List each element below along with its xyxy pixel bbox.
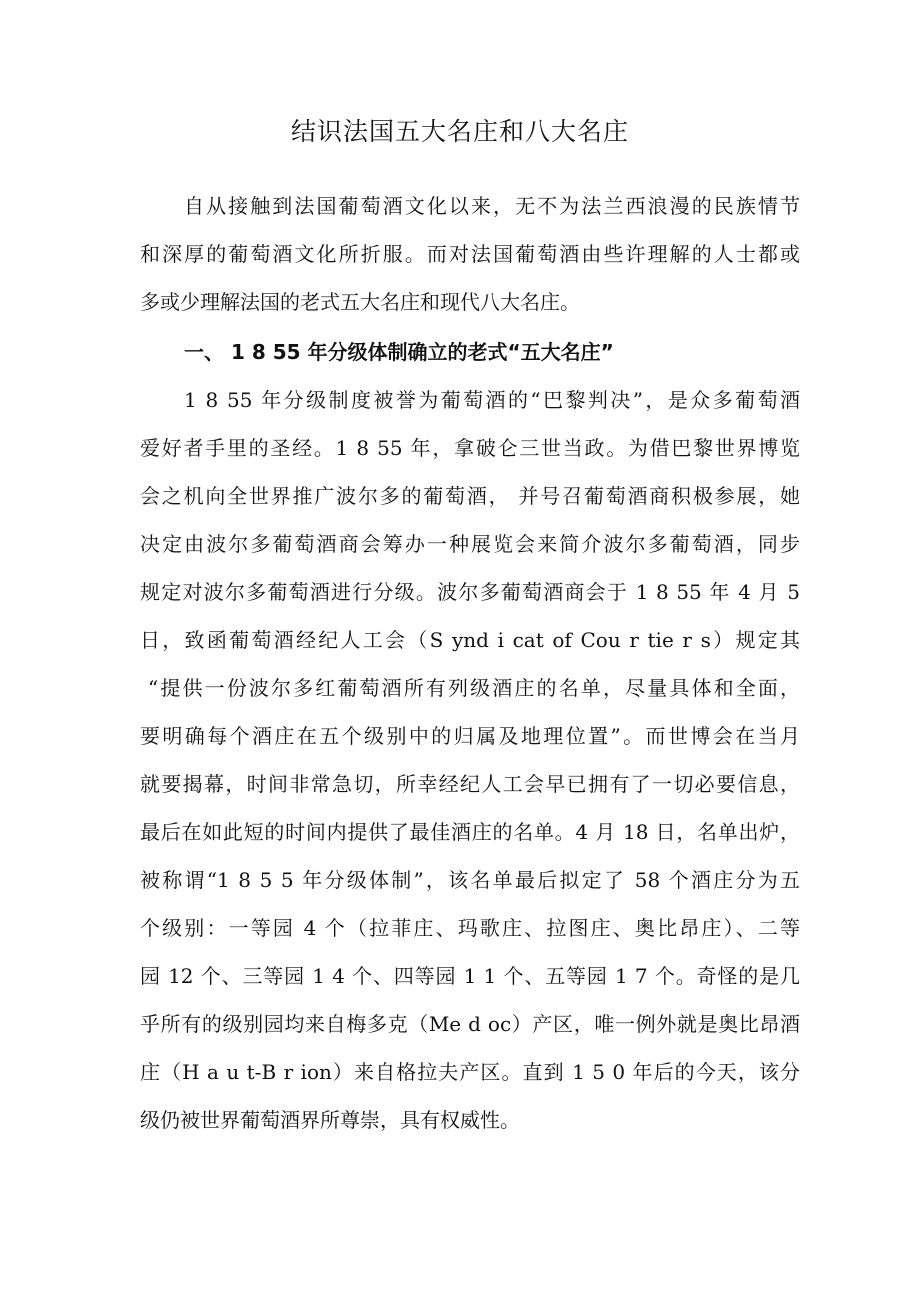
section-heading: 一、 1 8 55 年分级体制确立的老式“五大名庄”	[184, 340, 614, 364]
body-line-7: “提供一份波尔多红葡萄酒所有列级酒庄的名单，尽量具体和全面，	[148, 676, 800, 700]
body-line-2: 爱好者手里的圣经。1 8 55 年，拿破仑三世当政。为借巴黎世界博览	[140, 436, 800, 460]
body-line-9: 就要揭幕，时间非常急切，所幸经纪人工会早已拥有了一切必要信息，	[140, 772, 800, 796]
body-line-1: 1 8 55 年分级制度被誉为葡萄酒的“巴黎判决”，是众多葡萄酒	[184, 388, 800, 412]
body-line-11: 被称谓“1 8 5 5 年分级体制”，该名单最后拟定了 58 个酒庄分为五	[140, 868, 800, 892]
body-line-3: 会之机向全世界推广波尔多的葡萄酒， 并号召葡萄酒商积极参展，她	[140, 484, 800, 508]
intro-line-3: 多或少理解法国的老式五大名庄和现代八大名庄。	[140, 290, 580, 314]
body-line-13: 园 12 个、三等园 1 4 个、四等园 1 1 个、五等园 1 7 个。奇怪的是几	[140, 964, 800, 988]
body-line-10: 最后在如此短的时间内提供了最佳酒庄的名单。4 月 18 日，名单出炉，	[140, 820, 800, 844]
body-line-4: 决定由波尔多葡萄酒商会筹办一种展览会来简介波尔多葡萄酒，同步	[140, 532, 800, 556]
body-line-5: 规定对波尔多葡萄酒进行分级。波尔多葡萄酒商会于 1 8 55 年 4 月 5	[140, 580, 800, 604]
intro-line-2: 和深厚的葡萄酒文化所折服。而对法国葡萄酒由些许理解的人士都或	[140, 242, 800, 266]
body-line-16: 级仍被世界葡萄酒界所尊崇，具有权威性。	[140, 1108, 520, 1132]
body-line-6: 日，致函葡萄酒经纪人工会（S ynd i cat of Cou r tie r s）规定其	[140, 628, 800, 652]
page-title: 结识法国五大名庄和八大名庄	[290, 117, 629, 146]
body-line-15: 庄（H a u t-B r ion）来自格拉夫产区。直到 1 5 0 年后的今天，该分	[140, 1060, 800, 1084]
intro-line-1: 自从接触到法国葡萄酒文化以来，无不为法兰西浪漫的民族情节	[184, 194, 800, 218]
body-line-12: 个级别：一等园 4 个（拉菲庄、玛歌庄、拉图庄、奥比昂庄）、二等	[140, 916, 800, 940]
body-line-14: 乎所有的级别园均来自梅多克（Me d oc）产区，唯一例外就是奥比昂酒	[140, 1012, 800, 1036]
body-line-8: 要明确每个酒庄在五个级别中的归属及地理位置”。而世博会在当月	[140, 724, 800, 748]
